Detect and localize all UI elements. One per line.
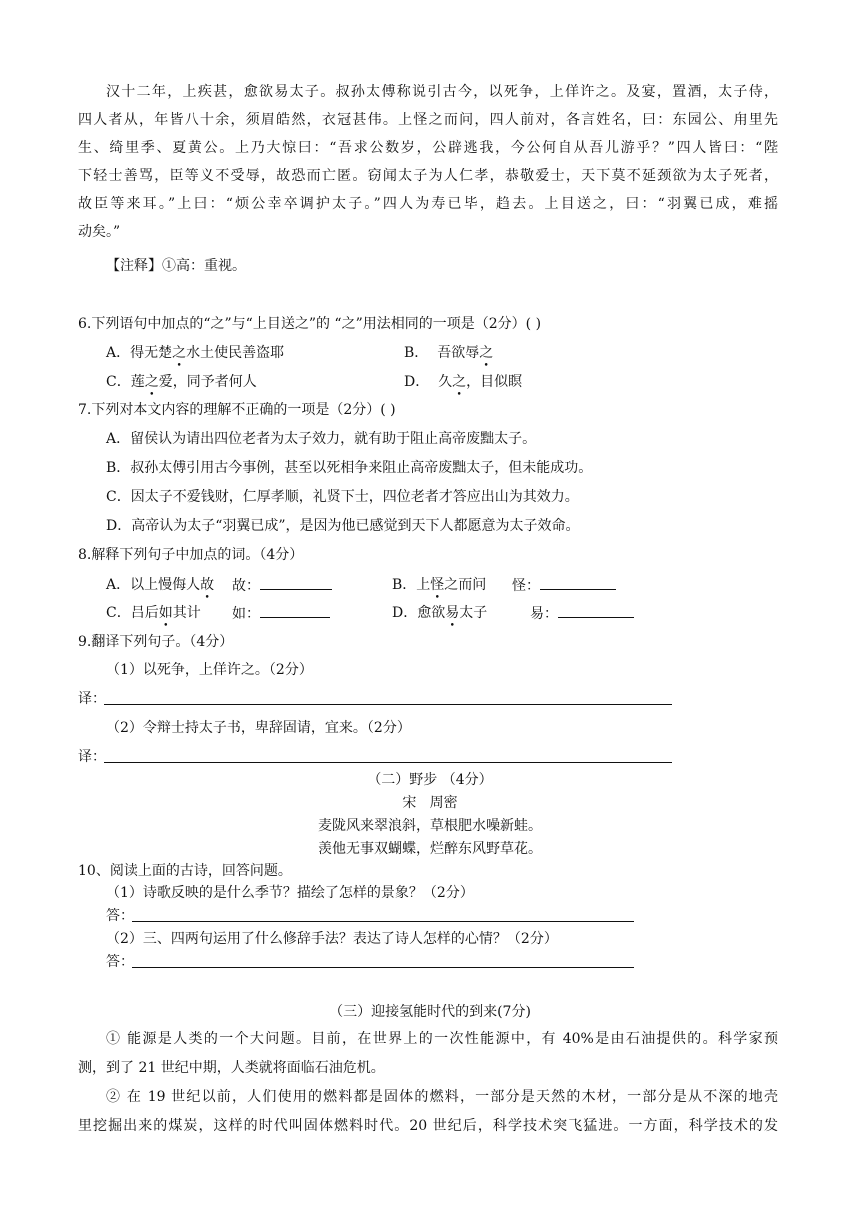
poem-line: 麦陇风来翠浪斜，草根肥水噪新蛙。 xyxy=(318,818,542,834)
option-d[interactable] xyxy=(404,372,522,392)
option-a[interactable] xyxy=(106,343,284,363)
option-text: B． 吾欲辱 xyxy=(404,345,480,361)
dotted-char: 易 xyxy=(445,605,460,621)
poem-author: 宋 周密 xyxy=(402,795,458,811)
item-a-answer[interactable] xyxy=(232,575,332,596)
item-b xyxy=(392,575,486,595)
answer-blank[interactable] xyxy=(558,603,634,618)
item-b-answer[interactable] xyxy=(512,575,616,596)
answer-blank[interactable] xyxy=(260,575,332,590)
item-text: 太子 xyxy=(459,605,488,621)
item-text: D．愈欲 xyxy=(392,605,446,621)
dotted-char: 之 xyxy=(452,374,467,390)
answer-blank[interactable] xyxy=(540,575,616,590)
option-text: D． 久 xyxy=(404,374,453,390)
option-text: A．得无楚 xyxy=(106,345,173,361)
item-a xyxy=(106,575,214,595)
sub-question-2: （2）三、四两句运用了什么修辞手法？表达了诗人怎样的心情？（2分） xyxy=(106,931,558,947)
question-stem: 8.解释下列句子中加点的词。（4分） xyxy=(78,547,304,563)
item-text: 其计 xyxy=(172,605,201,621)
option-d[interactable]: D．高帝认为太子“羽翼已成”，是因为他已感觉到天下人都愿意为太子效命。 xyxy=(106,518,580,534)
passage-line: 四人者从，年皆八十余，须眉皓然，衣冠甚伟。上怪之而问，四人前对，各言姓名，曰：东园公、甪里先 xyxy=(78,112,778,128)
answer-blank[interactable] xyxy=(260,603,330,618)
option-b[interactable]: B．叔孙太傅引用古今事例，甚至以死相争来阻止高帝废黜太子，但未能成功。 xyxy=(106,460,593,476)
question-stem: 7.下列对本文内容的理解不正确的一项是（2分）( ) xyxy=(78,402,396,418)
answer-label: 故： xyxy=(232,578,260,594)
answer-label: 易： xyxy=(530,606,558,622)
passage-line: 故臣等来耳。”上曰：“烦公幸卒调护太子。”四人为寿已毕，趋去。上目送之，曰：“羽翼已成，难摇 xyxy=(78,196,778,212)
answer-line[interactable] xyxy=(104,704,672,705)
essay-paragraph-line: ② 在 19 世纪以前，人们使用的燃料都是固体的燃料，一部分是天然的木材，一部分是从不深的地壳 xyxy=(106,1089,778,1105)
answer-label: 答： xyxy=(106,908,134,924)
essay-paragraph-line: 里挖掘出来的煤炭，这样的时代叫固体燃料时代。20 世纪后，科学技术突飞猛进。一方面，科学技术的发 xyxy=(78,1118,778,1134)
passage-line: 生、绮里季、夏黄公。上乃大惊曰：“吾求公数岁，公辟逃我，今公何自从吾儿游乎？”四人皆曰：“陛 xyxy=(78,140,778,156)
item-text: B．上 xyxy=(392,577,431,593)
option-text: 水土使民善盗耶 xyxy=(186,345,285,361)
option-c[interactable]: C．因太子不爱钱财，仁厚孝顺，礼贤下士，四位老者才答应出山为其效力。 xyxy=(106,489,579,505)
answer-line[interactable] xyxy=(132,967,634,968)
option-a[interactable]: A．留侯认为请出四位老者为太子效力，就有助于阻止高帝废黜太子。 xyxy=(106,431,537,447)
sentence-2: （2）令辩士持太子书，卑辞固请，宜来。（2分） xyxy=(106,720,411,736)
question-stem: 10、阅读上面的古诗，回答问题。 xyxy=(78,863,292,879)
sub-question-1: （1）诗歌反映的是什么季节？描绘了怎样的景象？（2分） xyxy=(106,885,474,901)
item-d xyxy=(392,603,487,623)
answer-label: 怪： xyxy=(512,578,540,594)
dotted-char: 之 xyxy=(144,374,159,390)
answer-label: 答： xyxy=(106,954,134,970)
item-c xyxy=(106,603,201,623)
item-d-answer[interactable] xyxy=(530,603,634,624)
question-stem: 9.翻译下列句子。（4分） xyxy=(78,634,234,650)
answer-line[interactable] xyxy=(104,762,672,763)
item-text: A．以上慢侮人 xyxy=(106,577,201,593)
item-text: 之而问 xyxy=(444,577,487,593)
passage-line: 汉十二年，上疾甚，愈欲易太子。叔孙太傅称说引古今，以死争，上佯许之。及宴，置酒，太子侍， xyxy=(106,84,778,100)
dotted-char: 怪 xyxy=(430,577,445,593)
essay-title: （三）迎接氢能时代的到来(7分) xyxy=(329,1004,531,1020)
sentence-1: （1）以死争，上佯许之。（2分） xyxy=(106,662,313,678)
dotted-char: 之 xyxy=(479,345,494,361)
poem-title: （二）野步 （4分） xyxy=(367,772,493,788)
item-c-answer[interactable] xyxy=(232,603,330,624)
dotted-char: 之 xyxy=(172,345,187,361)
dotted-char: 如 xyxy=(158,605,173,621)
option-c[interactable] xyxy=(106,372,257,392)
option-b[interactable] xyxy=(404,343,493,363)
item-text: C．吕后 xyxy=(106,605,159,621)
poem-line: 羡他无事双蝴蝶，烂醉东风野草花。 xyxy=(318,841,542,857)
answer-label: 译： xyxy=(78,749,106,765)
passage-line: 下轻士善骂，臣等义不受辱，故恐而亡匿。窃闻太子为人仁孝，恭敬爱士，天下莫不延颈欲为太子死者， xyxy=(78,168,778,184)
passage-line: 动矣。” xyxy=(78,224,121,240)
answer-label: 译： xyxy=(78,691,106,707)
answer-line[interactable] xyxy=(132,921,634,922)
essay-paragraph-line: ① 能源是人类的一个大问题。目前，在世界上的一次性能源中，有 40%是由石油提供的。科学家预 xyxy=(106,1031,778,1047)
option-text: 爱，同予者何人 xyxy=(158,374,257,390)
option-text: C．莲 xyxy=(106,374,145,390)
dotted-char: 故 xyxy=(200,577,215,593)
essay-paragraph-line: 测，到了 21 世纪中期，人类就将面临石油危机。 xyxy=(78,1060,385,1076)
question-stem: 6.下列语句中加点的“之”与“上目送之”的 “之”用法相同的一项是（2分）( ) xyxy=(78,316,542,332)
answer-label: 如： xyxy=(232,606,260,622)
option-text: ，目似瞑 xyxy=(466,374,523,390)
annotation-note: 【注释】①高：重视。 xyxy=(106,258,246,274)
